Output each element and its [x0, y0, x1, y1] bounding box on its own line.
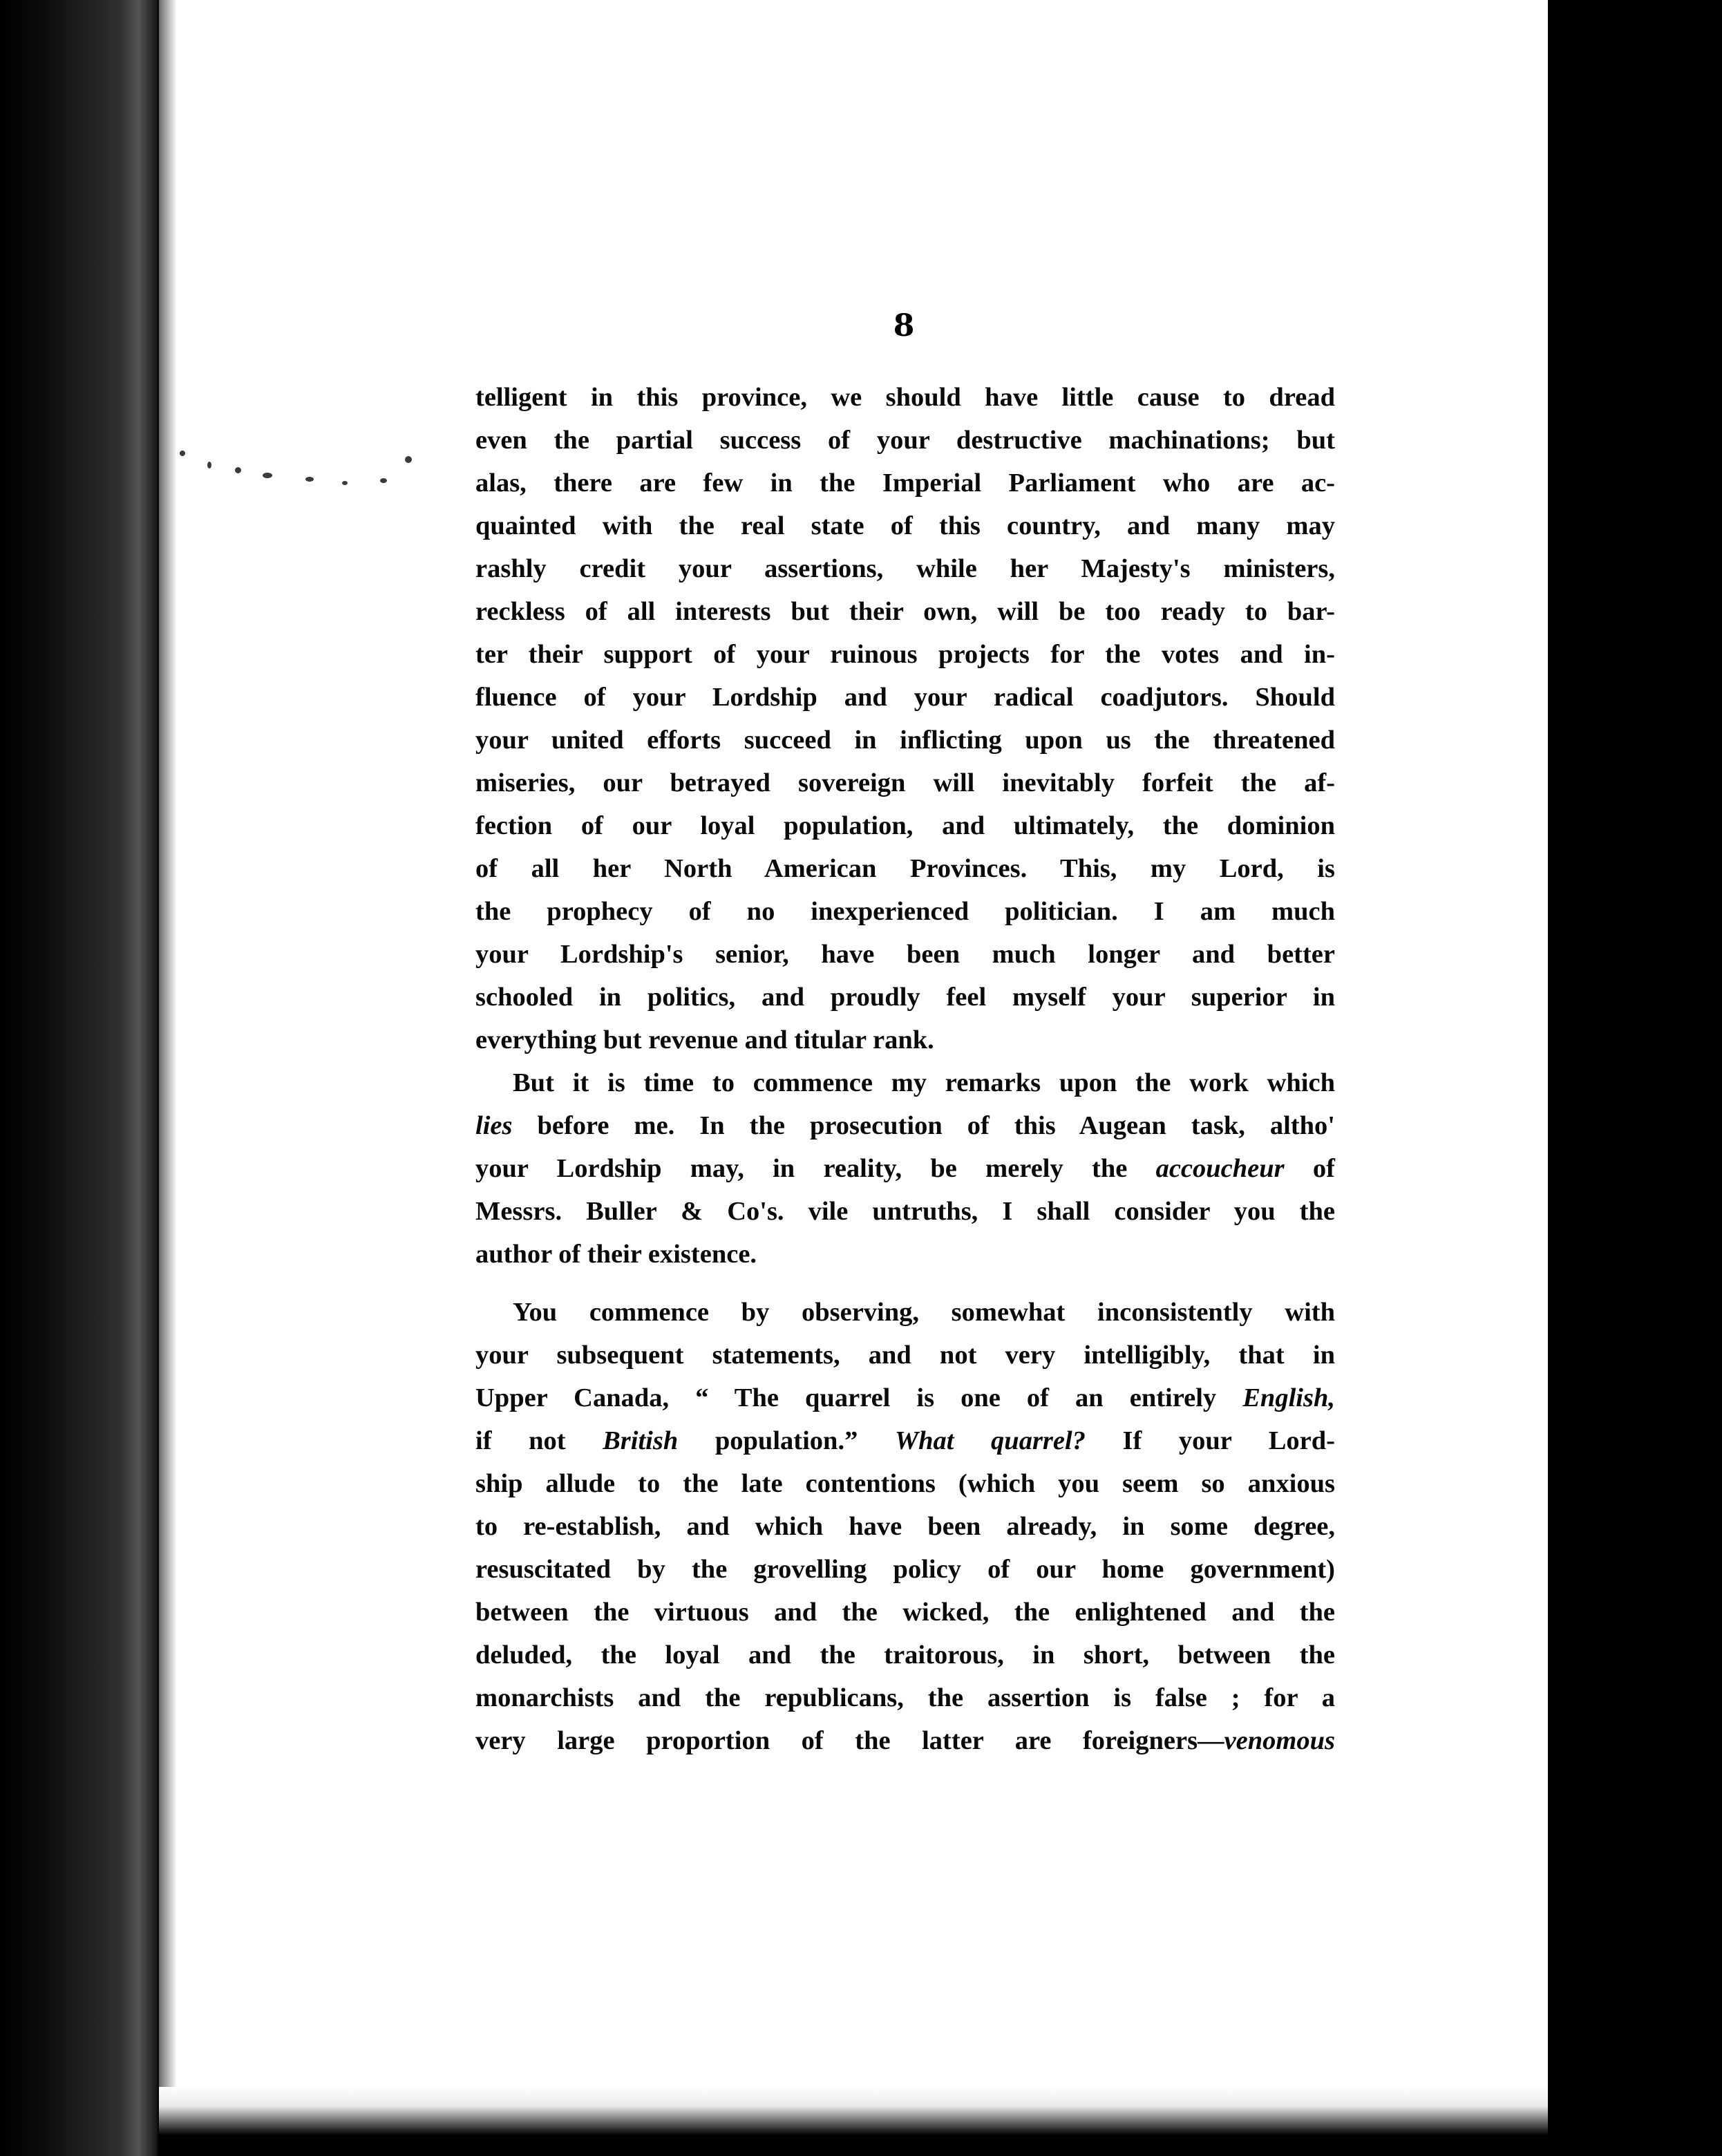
margin-speck — [305, 477, 314, 482]
paragraph-3-line — [475, 1591, 1335, 1634]
paragraph-3-line — [475, 1548, 1335, 1591]
paragraph-2-line — [475, 1061, 1335, 1104]
text-line: rashly credit your assertions, while her Majesty's ministers, — [475, 554, 1335, 583]
text-run: if not — [475, 1426, 603, 1455]
text-line: ter their support of your ruinous projects for the votes and in- — [475, 640, 1335, 669]
margin-speck — [235, 467, 241, 473]
text-run: of — [1284, 1154, 1335, 1183]
text-run: If your Lord- — [1085, 1426, 1335, 1455]
paragraph-3-line — [475, 1419, 1335, 1462]
paragraph-3-line — [475, 1462, 1335, 1505]
paragraph-3-line — [475, 1505, 1335, 1548]
text-run: Messrs. Buller & Co's. vile untruths, I shall consider you the — [475, 1197, 1335, 1226]
body-text — [475, 376, 1335, 1762]
text-line: fluence of your Lordship and your radical coadjutors. Should — [475, 683, 1335, 712]
binding-shadow — [159, 0, 177, 2135]
paragraph-3-line — [475, 1377, 1335, 1419]
paragraph-gap — [475, 1276, 1335, 1291]
text-line: your united efforts succeed in inflicting upon us the threatened — [475, 726, 1335, 755]
paragraph-2-line — [475, 1104, 1335, 1147]
paragraph-3-line — [475, 1291, 1335, 1334]
text-run: But it is time to commence my remarks upon the work which — [513, 1068, 1335, 1097]
text-run: author of their existence. — [475, 1240, 757, 1269]
text-line: the prophecy of no inexperienced politician. I am much — [475, 897, 1335, 926]
margin-speck — [263, 473, 272, 478]
italic-text: English, — [1242, 1383, 1335, 1412]
paragraph-3-line — [475, 1676, 1335, 1719]
page-number: 8 — [893, 308, 915, 343]
text-run: population.” — [678, 1426, 895, 1455]
margin-speck — [405, 456, 412, 463]
italic-text: British — [603, 1426, 679, 1455]
paragraph-3-line — [475, 1719, 1335, 1762]
text-line: schooled in politics, and proudly feel myself your superior in — [475, 983, 1335, 1012]
book-binding-gutter — [0, 0, 159, 2156]
margin-speck — [380, 478, 387, 483]
text-line: quainted with the real state of this country, and many may — [475, 511, 1335, 540]
italic-text: venomous — [1224, 1726, 1335, 1755]
text-run: Upper Canada, “ The quarrel is one of an entirely — [475, 1383, 1243, 1412]
text-line: of all her North American Provinces. This, my Lord, is — [475, 854, 1335, 883]
margin-speck — [207, 462, 211, 469]
paragraph-2-line — [475, 1147, 1335, 1190]
text-line: miseries, our betrayed sovereign will inevitably forfeit the af- — [475, 768, 1335, 797]
text-line: telligent in this province, we should have little cause to dread — [475, 383, 1335, 412]
text-run: your Lordship may, in reality, be merely the — [475, 1154, 1156, 1183]
scanner-background-edge — [1548, 0, 1722, 2156]
text-run: deluded, the loyal and the traitorous, in short, between the — [475, 1640, 1335, 1670]
text-line: your Lordship's senior, have been much longer and better — [475, 940, 1335, 969]
italic-text: accoucheur — [1155, 1154, 1285, 1183]
text-run: very large proportion of the latter are foreigners— — [475, 1726, 1224, 1755]
page-bottom-edge — [159, 2087, 1548, 2135]
text-run: between the virtuous and the wicked, the enlightened and the — [475, 1598, 1335, 1627]
italic-text: What quarrel? — [894, 1426, 1086, 1455]
text-run: monarchists and the republicans, the assertion is false ; for a — [475, 1683, 1335, 1712]
paragraph-2-line — [475, 1233, 1335, 1276]
text-run: resuscitated by the grovelling policy of our home government) — [475, 1555, 1335, 1584]
paragraph-3-line — [475, 1334, 1335, 1377]
margin-speck — [342, 481, 348, 485]
text-line: everything but revenue and titular rank. — [475, 1025, 934, 1055]
text-line: even the partial success of your destructive machinations; but — [475, 426, 1335, 455]
text-line: fection of our loyal population, and ultimately, the dominion — [475, 811, 1335, 840]
text-run: ship allude to the late contentions (which you seem so anxious — [475, 1469, 1335, 1498]
text-line: alas, there are few in the Imperial Parliament who are ac- — [475, 469, 1335, 498]
paragraph-2-line — [475, 1190, 1335, 1233]
text-run: You commence by observing, somewhat inconsistently with — [513, 1298, 1335, 1327]
text-run: before me. In the prosecution of this Augean task, altho' — [512, 1111, 1335, 1140]
margin-speck — [180, 451, 185, 456]
text-run: to re-establish, and which have been already, in some degree, — [475, 1512, 1335, 1541]
italic-text: lies — [475, 1111, 513, 1140]
paragraph-3-line — [475, 1634, 1335, 1676]
text-run: your subsequent statements, and not very intelligibly, that in — [475, 1341, 1335, 1370]
text-line: reckless of all interests but their own, will be too ready to bar- — [475, 597, 1335, 626]
